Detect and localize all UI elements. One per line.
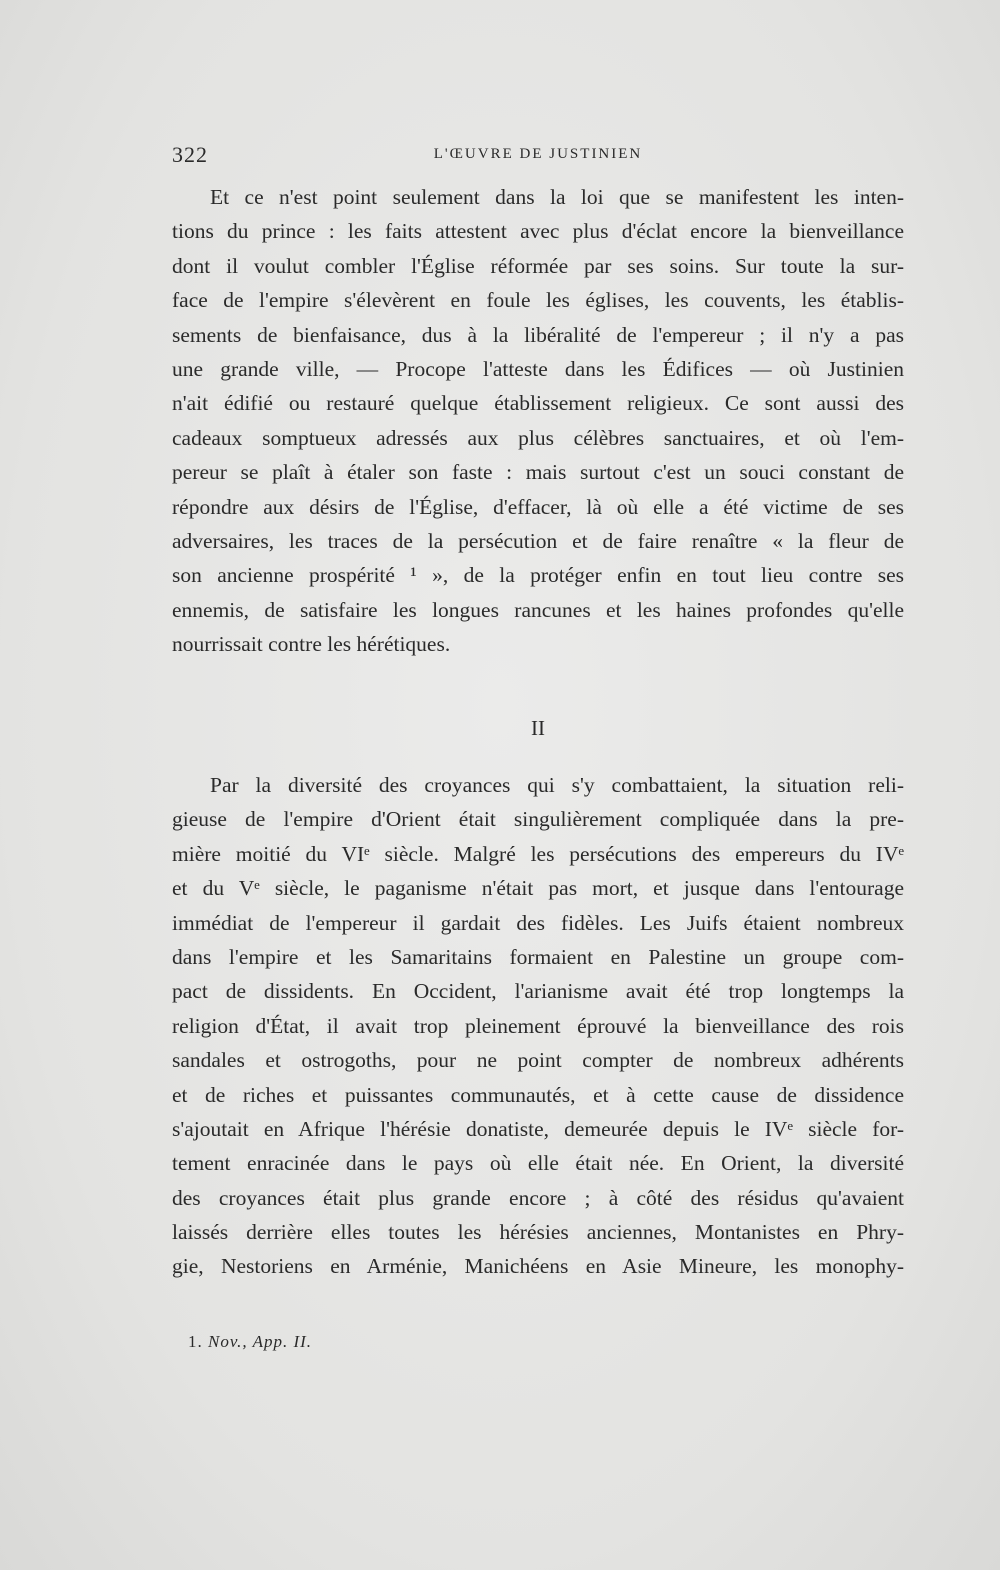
text-line: ennemis, de satisfaire les longues rancunes et les haines profondes qu'elle — [172, 597, 904, 622]
paragraph-1 — [172, 180, 904, 661]
text-line: et de riches et puissantes communautés, et à cette cause de dissidence — [172, 1082, 904, 1107]
text-line: tement enracinée dans le pays où elle était née. En Orient, la diversité — [172, 1151, 904, 1176]
footnote — [188, 1332, 312, 1352]
text-line: immédiat de l'empereur il gardait des fidèles. Les Juifs étaient nombreux — [172, 910, 904, 935]
text-line: des croyances était plus grande encore ; à côté des résidus qu'avaient — [172, 1185, 904, 1210]
text-line: répondre aux désirs de l'Église, d'effacer, là où elle a été victime de ses — [172, 494, 904, 519]
text-line: une grande ville, — Procope l'atteste dans les Édifices — où Justinien — [172, 356, 904, 381]
text-line: son ancienne prospérité ¹ », de la protéger enfin en tout lieu contre ses — [172, 563, 904, 588]
text-line: mière moitié du VIᵉ siècle. Malgré les persécutions des empereurs du IVᵉ — [172, 841, 904, 866]
text-line: tions du prince : les faits attestent avec plus d'éclat encore la bienveillance — [172, 219, 904, 244]
text-line: adversaires, les traces de la persécution et de faire renaître « la fleur de — [172, 528, 904, 553]
text-line: pereur se plaît à étaler son faste : mais surtout c'est un souci constant de — [172, 460, 904, 485]
text-line: n'ait édifié ou restauré quelque établissement religieux. Ce sont aussi des — [172, 391, 904, 416]
text-line: nourrissait contre les hérétiques. — [172, 632, 451, 657]
paragraph-2 — [172, 768, 904, 1284]
text-line: dont il voulut combler l'Église réformée par ses soins. Sur toute la sur- — [172, 253, 904, 278]
text-line: religion d'État, il avait trop pleinement éprouvé la bienveillance des rois — [172, 1013, 904, 1038]
text-line: gieuse de l'empire d'Orient était singulièrement compliquée dans la pre- — [172, 807, 904, 832]
footnote-text: Nov., App. II. — [208, 1332, 313, 1351]
section-heading: II — [531, 716, 545, 740]
text-line: dans l'empire et les Samaritains formaient en Palestine un groupe com- — [172, 944, 904, 969]
text-line: et du Vᵉ siècle, le paganisme n'était pas mort, et jusque dans l'entourage — [172, 876, 904, 901]
text-line: pact de dissidents. En Occident, l'arianisme avait été trop longtemps la — [172, 979, 904, 1004]
running-head — [172, 142, 904, 172]
text-line: gie, Nestoriens en Arménie, Manichéens en Asie Mineure, les monophy- — [172, 1254, 904, 1279]
text-line: cadeaux somptueux adressés aux plus célèbres sanctuaires, et où l'em- — [172, 425, 904, 450]
text-line: sements de bienfaisance, dus à la libéralité de l'empereur ; il n'y a pas — [172, 322, 904, 347]
page-number: 322 — [172, 142, 208, 167]
text-line: sandales et ostrogoths, pour ne point compter de nombreux adhérents — [172, 1048, 904, 1073]
footnote-number: 1. — [188, 1332, 203, 1351]
text-line: Par la diversité des croyances qui s'y combattaient, la situation reli- — [210, 773, 904, 797]
text-line: laissés derrière elles toutes les hérésies anciennes, Montanistes en Phry- — [172, 1220, 904, 1245]
text-line: face de l'empire s'élevèrent en foule les églises, les couvents, les établis- — [172, 288, 904, 313]
text-line: Et ce n'est point seulement dans la loi que se manifestent les inten- — [210, 185, 904, 209]
text-line: s'ajoutait en Afrique l'hérésie donatiste, demeurée depuis le IVᵉ siècle for- — [172, 1116, 904, 1141]
running-title: L'ŒUVRE DE JUSTINIEN — [433, 146, 643, 162]
